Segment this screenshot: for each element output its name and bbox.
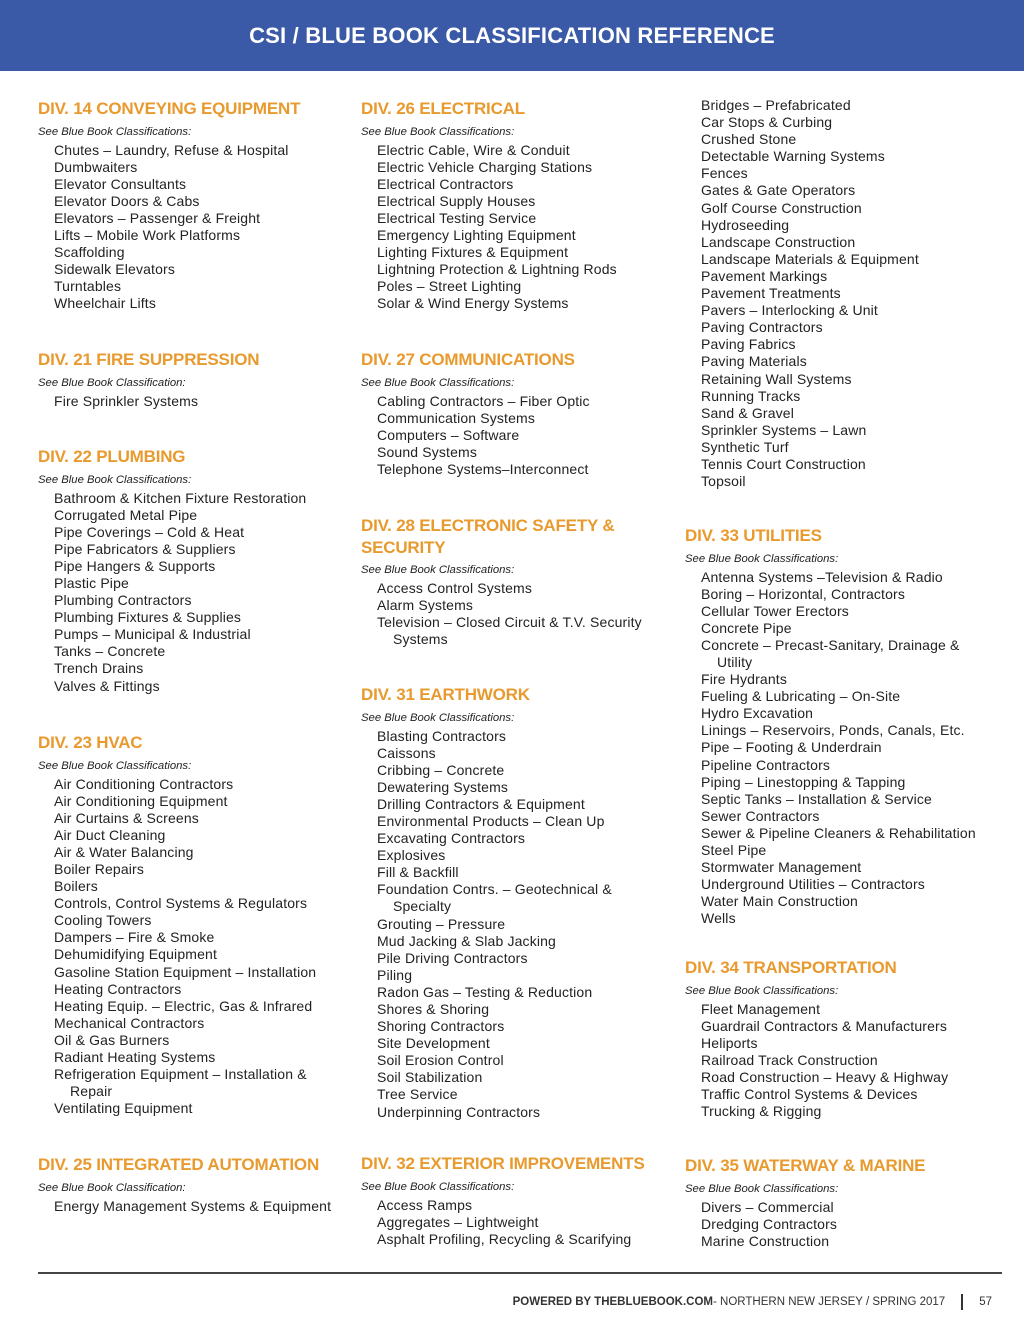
list-item: Elevators – Passenger & Freight: [54, 209, 261, 226]
list-item: Sewer Contractors: [701, 807, 820, 824]
list-item: Energy Management Systems & Equipment: [54, 1197, 332, 1214]
list-item: Site Development: [377, 1035, 490, 1052]
list-item: Shoring Contractors: [377, 1018, 505, 1035]
list-item: Boilers: [54, 878, 98, 895]
section-div-34: [685, 957, 1005, 1120]
section-div-28: [361, 515, 681, 648]
list-item: Septic Tanks – Installation & Service: [701, 790, 932, 807]
section-subheading: See Blue Book Classifications:: [38, 473, 192, 486]
list-item: Paving Materials: [701, 353, 807, 370]
list-item: Underpinning Contractors: [377, 1103, 541, 1120]
list-item: Air Conditioning Equipment: [54, 792, 228, 809]
list-item: Ventilating Equipment: [54, 1100, 193, 1117]
list-item: Pavement Treatments: [701, 285, 841, 302]
list-item: Air Duct Cleaning: [54, 826, 166, 843]
section-heading: DIV. 25 INTEGRATED AUTOMATION: [38, 1155, 320, 1174]
item-list: [38, 142, 358, 313]
section-heading: DIV. 14 CONVEYING EQUIPMENT: [38, 99, 301, 118]
list-item: Sprinkler Systems – Lawn: [701, 421, 867, 438]
section-subheading: See Blue Book Classifications:: [685, 552, 839, 565]
list-item: Controls, Control Systems & Regulators: [54, 895, 308, 912]
list-item: Sewer & Pipeline Cleaners & Rehabilitation: [701, 824, 976, 841]
list-item: Golf Course Construction: [701, 199, 862, 216]
list-item: Lifts – Mobile Work Platforms: [54, 226, 241, 243]
section-div-32-continued: [685, 97, 1005, 490]
section-div-35: [685, 1155, 1005, 1250]
list-item: Soil Erosion Control: [377, 1052, 504, 1069]
list-item: Piling: [377, 966, 413, 983]
footer-powered-by: POWERED BY THEBLUEBOOK.COM: [512, 1296, 714, 1308]
list-item: Soil Stabilization: [377, 1069, 483, 1086]
list-item: Pipeline Contractors: [701, 756, 831, 773]
list-item: Hydroseeding: [701, 216, 790, 233]
list-item: Dampers – Fire & Smoke: [54, 929, 215, 946]
list-item: Pumps – Municipal & Industrial: [54, 626, 251, 643]
list-item: Pipe – Footing & Underdrain: [701, 739, 882, 756]
section-subheading: See Blue Book Classifications:: [685, 1182, 839, 1195]
item-list: [38, 1198, 358, 1215]
list-item: Asphalt Profiling, Recycling & Scarifying: [377, 1230, 632, 1247]
list-item: Elevator Consultants: [54, 175, 187, 192]
list-item: Pipe Fabricators & Suppliers: [54, 540, 236, 557]
list-item: Linings – Reservoirs, Ponds, Canals, Etc.: [701, 722, 965, 739]
list-item: Aggregates – Lightweight: [377, 1213, 539, 1230]
section-div-23: [38, 732, 358, 1117]
list-item: Trench Drains: [54, 660, 144, 677]
page-title: CSI / BLUE BOOK CLASSIFICATION REFERENCE: [249, 22, 775, 48]
section-div-26: [361, 98, 681, 312]
list-item: Fleet Management: [701, 1000, 821, 1017]
list-item-text-continued: Systems: [393, 631, 448, 648]
list-item: Hydro Excavation: [701, 705, 814, 722]
section-div-14: [38, 98, 358, 312]
list-item: [685, 637, 1005, 671]
list-item: Divers – Commercial: [701, 1198, 834, 1215]
list-item: Air Curtains & Screens: [54, 809, 199, 826]
list-item: Alarm Systems: [377, 597, 474, 614]
list-item: Cabling Contractors – Fiber Optic: [377, 392, 590, 409]
list-item: Pavers – Interlocking & Unit: [701, 302, 878, 319]
item-list: [38, 393, 358, 410]
list-item: Plumbing Fixtures & Supplies: [54, 609, 242, 626]
item-list: [361, 393, 681, 478]
list-item: Fill & Backfill: [377, 864, 459, 881]
list-item: Excavating Contractors: [377, 830, 526, 847]
list-item: Air Conditioning Contractors: [54, 775, 234, 792]
list-item: Turntables: [54, 278, 122, 295]
list-item: Electric Vehicle Charging Stations: [377, 158, 593, 175]
list-item-text: Television – Closed Circuit & T.V. Security: [377, 614, 642, 631]
section-heading: DIV. 35 WATERWAY & MARINE: [685, 1156, 926, 1175]
section-subheading: See Blue Book Classifications:: [361, 564, 515, 576]
list-item: Electrical Supply Houses: [377, 192, 536, 209]
item-list: [685, 1199, 1005, 1250]
list-item: Explosives: [377, 847, 446, 864]
list-item: Plumbing Contractors: [54, 592, 192, 609]
section-subheading: See Blue Book Classifications:: [361, 1180, 515, 1193]
list-item: Landscape Construction: [701, 233, 856, 250]
list-item: Paving Fabrics: [701, 336, 796, 353]
list-item-text: Concrete – Precast-Sanitary, Drainage &: [701, 636, 960, 653]
list-item: Air & Water Balancing: [54, 843, 194, 860]
list-item: Gasoline Station Equipment – Installation: [54, 963, 317, 980]
section-subheading: See Blue Book Classification:: [38, 376, 186, 389]
item-list: [685, 569, 1005, 928]
item-list: [685, 97, 1005, 490]
list-item: Retaining Wall Systems: [701, 370, 852, 387]
section-heading: DIV. 33 UTILITIES: [685, 526, 822, 545]
section-heading: DIV. 28 ELECTRONIC SAFETY & SECURITY: [361, 516, 615, 557]
list-item: Environmental Products – Clean Up: [377, 812, 605, 829]
item-list: [361, 1197, 681, 1248]
list-item: Plastic Pipe: [54, 574, 129, 591]
list-item: Drilling Contractors & Equipment: [377, 795, 585, 812]
list-item: Fueling & Lubricating – On-Site: [701, 688, 901, 705]
section-heading: DIV. 26 ELECTRICAL: [361, 99, 525, 118]
list-item: Wells: [701, 910, 736, 927]
list-item: Pipe Hangers & Supports: [54, 557, 216, 574]
list-item: Sound Systems: [377, 443, 477, 460]
page-footer: [513, 1294, 992, 1310]
section-heading: DIV. 22 PLUMBING: [38, 447, 186, 466]
list-item-text-continued: Specialty: [393, 898, 452, 915]
list-item: Sidewalk Elevators: [54, 261, 175, 278]
list-item: Communication Systems: [377, 409, 535, 426]
list-item: Heliports: [701, 1034, 758, 1051]
section-subheading: See Blue Book Classifications:: [361, 376, 515, 389]
item-list: [38, 490, 358, 695]
list-item: Pipe Coverings – Cold & Heat: [54, 523, 245, 540]
section-subheading: See Blue Book Classification:: [38, 1181, 186, 1194]
list-item-text-continued: Utility: [717, 653, 753, 670]
list-item: Dredging Contractors: [701, 1215, 838, 1232]
list-item: Electric Cable, Wire & Conduit: [377, 141, 570, 158]
list-item-text: Refrigeration Equipment – Installation &: [54, 1066, 307, 1083]
list-item: Wheelchair Lifts: [54, 295, 156, 312]
list-item: Caissons: [377, 744, 436, 761]
list-item-text: Foundation Contrs. – Geotechnical &: [377, 881, 612, 898]
section-heading: DIV. 23 HVAC: [38, 733, 143, 752]
list-item: Dewatering Systems: [377, 778, 509, 795]
list-item: Chutes – Laundry, Refuse & Hospital: [54, 141, 289, 158]
list-item: Lighting Fixtures & Equipment: [377, 244, 569, 261]
item-list: [685, 1001, 1005, 1121]
section-subheading: See Blue Book Classifications:: [38, 125, 192, 138]
section-div-25: [38, 1154, 358, 1215]
page-header: [0, 0, 1024, 71]
list-item: [38, 1066, 358, 1100]
list-item: Solar & Wind Energy Systems: [377, 295, 569, 312]
list-item: Pavement Markings: [701, 267, 828, 284]
list-item: Elevator Doors & Cabs: [54, 192, 200, 209]
page-number: 57: [979, 1296, 992, 1308]
list-item: Concrete Pipe: [701, 619, 792, 636]
list-item: Crushed Stone: [701, 131, 797, 148]
list-item: Electrical Contractors: [377, 175, 514, 192]
list-item: Emergency Lighting Equipment: [377, 226, 576, 243]
list-item: Shores & Shoring: [377, 1001, 490, 1017]
list-item: Antenna Systems –Television & Radio: [701, 568, 943, 585]
item-list: [38, 776, 358, 1118]
footer-edition: - NORTHERN NEW JERSEY / SPRING 2017: [713, 1296, 946, 1308]
list-item: Tree Service: [377, 1086, 458, 1103]
section-div-21: [38, 349, 358, 410]
list-item: Cellular Tower Erectors: [701, 602, 849, 619]
list-item: Stormwater Management: [701, 859, 862, 876]
footer-divider: [38, 1272, 1002, 1274]
list-item: Water Main Construction: [701, 893, 858, 910]
section-subheading: See Blue Book Classifications:: [38, 759, 192, 772]
item-list: [361, 580, 681, 648]
list-item: Topsoil: [701, 473, 746, 490]
list-item: Steel Pipe: [701, 842, 767, 858]
section-heading: DIV. 34 TRANSPORTATION: [685, 958, 897, 977]
list-item: Sand & Gravel: [701, 404, 794, 421]
list-item: Poles – Street Lighting: [377, 278, 522, 295]
list-item: Fire Hydrants: [701, 671, 787, 688]
list-item: Lightning Protection & Lightning Rods: [377, 261, 617, 278]
list-item: Grouting – Pressure: [377, 915, 506, 932]
list-item: Tennis Court Construction: [701, 455, 866, 472]
list-item: Synthetic Turf: [701, 438, 789, 455]
section-heading: DIV. 21 FIRE SUPPRESSION: [38, 350, 260, 369]
list-item: Heating Contractors: [54, 980, 182, 997]
item-list: [361, 142, 681, 313]
list-item: Mechanical Contractors: [54, 1014, 205, 1031]
list-item: Electrical Testing Service: [377, 209, 537, 226]
list-item: Corrugated Metal Pipe: [54, 506, 198, 523]
item-list: [361, 728, 681, 1121]
list-item: Mud Jacking & Slab Jacking: [377, 932, 556, 949]
section-subheading: See Blue Book Classifications:: [685, 984, 839, 997]
section-heading: DIV. 27 COMMUNICATIONS: [361, 350, 575, 369]
list-item: Road Construction – Heavy & Highway: [701, 1068, 949, 1085]
list-item: Landscape Materials & Equipment: [701, 250, 919, 267]
list-item: Fire Sprinkler Systems: [54, 392, 199, 409]
list-item: Paving Contractors: [701, 319, 823, 336]
list-item: Access Ramps: [377, 1196, 473, 1213]
list-item: Cooling Towers: [54, 912, 152, 929]
section-subheading: See Blue Book Classifications:: [361, 711, 515, 724]
section-subheading: See Blue Book Classifications:: [361, 125, 515, 138]
list-item: Boiler Repairs: [54, 860, 145, 877]
list-item: Cribbing – Concrete: [377, 761, 505, 778]
list-item-text-continued: Repair: [70, 1083, 113, 1100]
list-item: Telephone Systems–Interconnect: [377, 460, 589, 477]
list-item: Railroad Track Construction: [701, 1051, 878, 1068]
list-item: Bathroom & Kitchen Fixture Restoration: [54, 489, 307, 506]
list-item: Dehumidifying Equipment: [54, 946, 217, 963]
list-item: Underground Utilities – Contractors: [701, 876, 925, 893]
list-item: Tanks – Concrete: [54, 643, 166, 660]
list-item: Running Tracks: [701, 387, 801, 404]
list-item: [361, 881, 681, 915]
section-heading: DIV. 31 EARTHWORK: [361, 685, 530, 704]
list-item: Traffic Control Systems & Devices: [701, 1085, 918, 1102]
list-item: Bridges – Prefabricated: [701, 97, 851, 113]
list-item: Boring – Horizontal, Contractors: [701, 585, 905, 602]
list-item: Gates & Gate Operators: [701, 182, 856, 199]
list-item: Fences: [701, 165, 748, 182]
list-item: Radon Gas – Testing & Reduction: [377, 983, 593, 1000]
list-item: Piping – Linestopping & Tapping: [701, 773, 906, 790]
list-item: Car Stops & Curbing: [701, 114, 833, 131]
list-item: Detectable Warning Systems: [701, 148, 885, 165]
list-item: Marine Construction: [701, 1232, 830, 1249]
list-item: Computers – Software: [377, 426, 520, 443]
section-div-33: [685, 525, 1005, 927]
footer-separator: [961, 1294, 963, 1310]
list-item: Radiant Heating Systems: [54, 1049, 216, 1065]
list-item: Access Control Systems: [377, 580, 533, 596]
list-item: [361, 614, 681, 648]
section-div-31: [361, 684, 681, 1121]
list-item: Scaffolding: [54, 244, 125, 261]
list-item: Oil & Gas Burners: [54, 1031, 170, 1048]
list-item: Valves & Fittings: [54, 677, 160, 694]
section-div-27: [361, 349, 681, 478]
section-heading: DIV. 32 EXTERIOR IMPROVEMENTS: [361, 1154, 645, 1173]
list-item: Dumbwaiters: [54, 158, 138, 175]
list-item: Guardrail Contractors & Manufacturers: [701, 1017, 947, 1034]
list-item: Pile Driving Contractors: [377, 949, 528, 966]
list-item: Blasting Contractors: [377, 727, 507, 744]
section-div-32: [361, 1153, 681, 1248]
list-item: Heating Equip. – Electric, Gas & Infrared: [54, 997, 313, 1014]
section-div-22: [38, 446, 358, 695]
list-item: Trucking & Rigging: [701, 1103, 822, 1120]
